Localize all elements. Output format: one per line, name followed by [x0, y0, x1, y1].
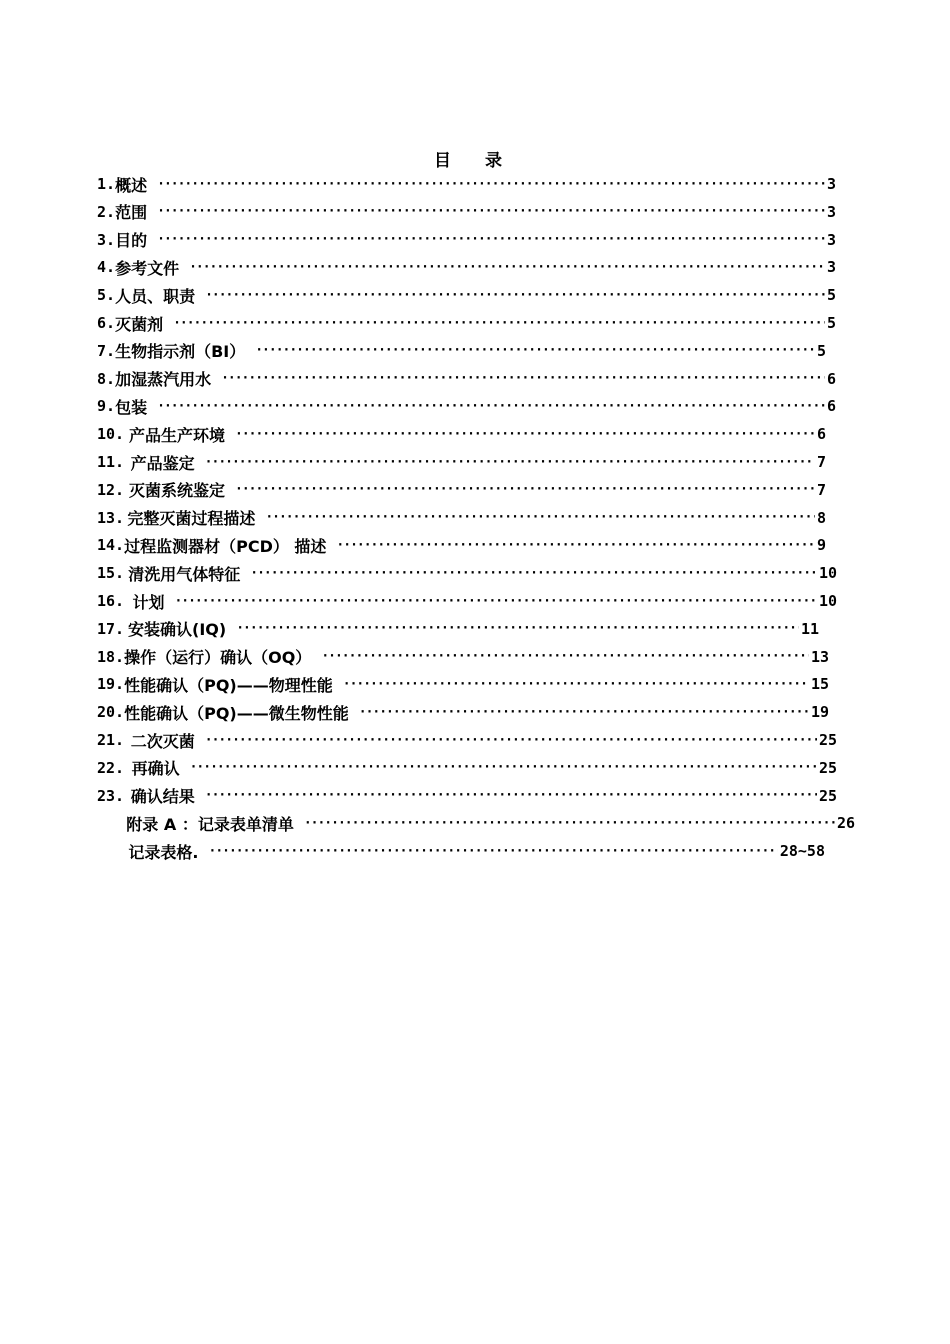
toc-entry[interactable]	[97, 726, 837, 754]
toc-entry-number: 14.	[97, 536, 125, 555]
toc-entry-label: 产品生产环境	[128, 425, 225, 445]
dot-leader	[343, 677, 809, 692]
toc-entry-page: 10	[818, 592, 837, 610]
toc-entry-number: 21.	[97, 731, 125, 749]
toc-entry-page: 15	[810, 675, 829, 694]
toc-entry-label: 操作（运行）确认（OQ）	[124, 648, 312, 668]
toc-entry-label: 记录表格.	[128, 842, 199, 862]
toc-entry-label: 灭菌系统鉴定	[128, 481, 225, 501]
toc-entry-label: 二次灭菌	[130, 731, 195, 751]
dot-leader	[336, 538, 815, 553]
toc-entry-number: 12.	[97, 480, 125, 499]
toc-entry-label: 再确认	[131, 759, 180, 779]
toc-entry-number: 5.	[97, 286, 116, 305]
toc-entry-number: 22.	[97, 758, 125, 777]
toc-entry[interactable]	[97, 476, 826, 504]
toc-entry-number: 11.	[97, 453, 125, 471]
dot-leader	[157, 399, 825, 414]
toc-entry-label: 参考文件	[115, 258, 180, 278]
toc-entry-label: 产品鉴定	[130, 453, 195, 473]
toc-entry[interactable]	[97, 643, 829, 671]
toc-entry[interactable]	[97, 531, 826, 559]
toc-entry-page: 25	[818, 731, 837, 749]
toc-entry-label: 范围	[115, 203, 148, 223]
toc-entry-page: 5	[816, 341, 826, 360]
toc-entry-page: 13	[810, 647, 829, 666]
toc-entry-number: 23.	[97, 786, 125, 805]
toc-entry-label: 人员、职责	[115, 286, 196, 306]
toc-entry-label: 计划	[132, 592, 165, 612]
toc-entry[interactable]	[97, 281, 836, 309]
toc-entry-number: 8.	[97, 369, 116, 388]
toc-entry[interactable]	[97, 809, 855, 837]
dot-leader	[205, 788, 817, 803]
toc-entry[interactable]	[97, 448, 826, 476]
toc-entry-number: 15.	[97, 564, 125, 583]
toc-entry-number: 19.	[97, 675, 125, 694]
toc-entry[interactable]	[97, 309, 836, 337]
dot-leader	[265, 510, 815, 525]
dot-leader	[235, 427, 815, 442]
toc-entry-number: 6.	[97, 314, 116, 332]
toc-entry-number: 3.	[97, 230, 116, 249]
toc-entry-label: 附录 A ：记录表单清单	[126, 814, 294, 834]
dot-leader	[304, 816, 835, 831]
toc-entry[interactable]	[97, 504, 826, 532]
dot-leader	[235, 482, 815, 497]
toc-entry-page: 25	[818, 758, 837, 777]
toc-entry-page: 11	[800, 619, 819, 638]
toc-entry-page: 6	[826, 397, 836, 416]
dot-leader	[321, 649, 809, 664]
toc-entry-label: 安装确认(IQ)	[128, 620, 227, 640]
toc-entry-page: 10	[818, 564, 837, 583]
dot-leader	[157, 232, 825, 247]
toc-entry[interactable]	[97, 559, 837, 587]
dot-leader	[359, 705, 809, 720]
toc-entry-label: 概述	[115, 175, 148, 195]
dot-leader	[250, 566, 817, 581]
toc-entry-page: 5	[826, 286, 836, 305]
toc-entry-number: 13.	[97, 508, 125, 527]
toc-entry[interactable]	[97, 365, 836, 393]
toc-entry-page: 3	[826, 202, 836, 221]
dot-leader	[236, 621, 799, 636]
toc-entry-label: 完整灭菌过程描述	[127, 509, 256, 529]
toc-entry-number: 17.	[97, 619, 125, 638]
dot-leader	[190, 760, 817, 775]
toc-entry-label: 生物指示剂（BI）	[115, 342, 246, 362]
toc-entry[interactable]	[97, 253, 836, 281]
toc-entry-page: 3	[826, 175, 836, 193]
toc-entry-page: 7	[816, 480, 826, 499]
dot-leader	[221, 371, 825, 386]
toc-entry-page: 26	[836, 814, 855, 833]
toc-entry-number: 18.	[97, 647, 125, 666]
toc-entry[interactable]	[97, 198, 836, 226]
toc-entry-number: 16.	[97, 592, 125, 610]
dot-leader	[205, 733, 817, 748]
toc-entry[interactable]	[97, 837, 825, 865]
toc-entry[interactable]	[97, 782, 837, 810]
dot-leader	[255, 343, 815, 358]
toc-entry[interactable]	[97, 670, 829, 698]
toc-entry[interactable]	[97, 226, 836, 254]
toc-entry-label: 包装	[115, 397, 148, 417]
toc-entry-page: 19	[810, 703, 829, 722]
toc-entry-label: 目的	[115, 231, 148, 251]
dot-leader	[157, 177, 825, 192]
toc-entry-number: 10.	[97, 425, 125, 444]
toc-entry[interactable]	[97, 420, 826, 448]
toc-entry[interactable]	[97, 337, 826, 365]
toc-title: 目 录	[434, 151, 516, 171]
toc-entry[interactable]	[97, 587, 837, 615]
toc-entry-page: 7	[816, 453, 826, 471]
toc-entry[interactable]	[97, 698, 829, 726]
toc-entry[interactable]	[97, 392, 836, 420]
dot-leader	[205, 455, 815, 470]
toc-entry-page: 3	[826, 230, 836, 249]
toc-entry-label: 加湿蒸汽用水	[115, 370, 212, 390]
toc-entry[interactable]	[97, 754, 837, 782]
toc-entry-page: 3	[826, 258, 836, 277]
dot-leader	[173, 316, 825, 331]
toc-entry-number: 7.	[97, 341, 116, 360]
toc-entry-number: 4.	[97, 258, 116, 277]
toc-entry-number: 1.	[97, 175, 116, 193]
toc-entry-page: 6	[826, 369, 836, 388]
toc-entry-label: 确认结果	[130, 787, 195, 807]
toc-entry-number: 9.	[97, 397, 116, 416]
dot-leader	[157, 204, 825, 219]
dot-leader	[174, 594, 816, 609]
toc-entry-page: 5	[826, 314, 836, 332]
toc-entry-page: 6	[816, 425, 826, 444]
toc-entry-label: 过程监测器材（PCD） 描述	[124, 536, 327, 556]
toc-entry-label: 性能确认（PQ)——物理性能	[124, 675, 333, 695]
dot-leader	[189, 260, 825, 275]
dot-leader	[205, 288, 825, 303]
toc-entry-page: 8	[816, 508, 826, 527]
toc-entry-label: 灭菌剂	[115, 314, 164, 334]
toc-entry-page: 25	[818, 786, 837, 805]
toc-entry-number: 20.	[97, 703, 125, 722]
toc-entry-label: 性能确认（PQ)——微生物性能	[124, 703, 349, 723]
toc-entry[interactable]	[97, 615, 819, 643]
toc-entry[interactable]	[97, 170, 836, 198]
toc-entry-page: 9	[816, 536, 826, 555]
dot-leader	[209, 844, 778, 859]
toc-entry-page: 28~58	[779, 842, 825, 861]
toc-entry-label: 清洗用气体特征	[128, 564, 241, 584]
toc-entry-number: 2.	[97, 202, 116, 221]
